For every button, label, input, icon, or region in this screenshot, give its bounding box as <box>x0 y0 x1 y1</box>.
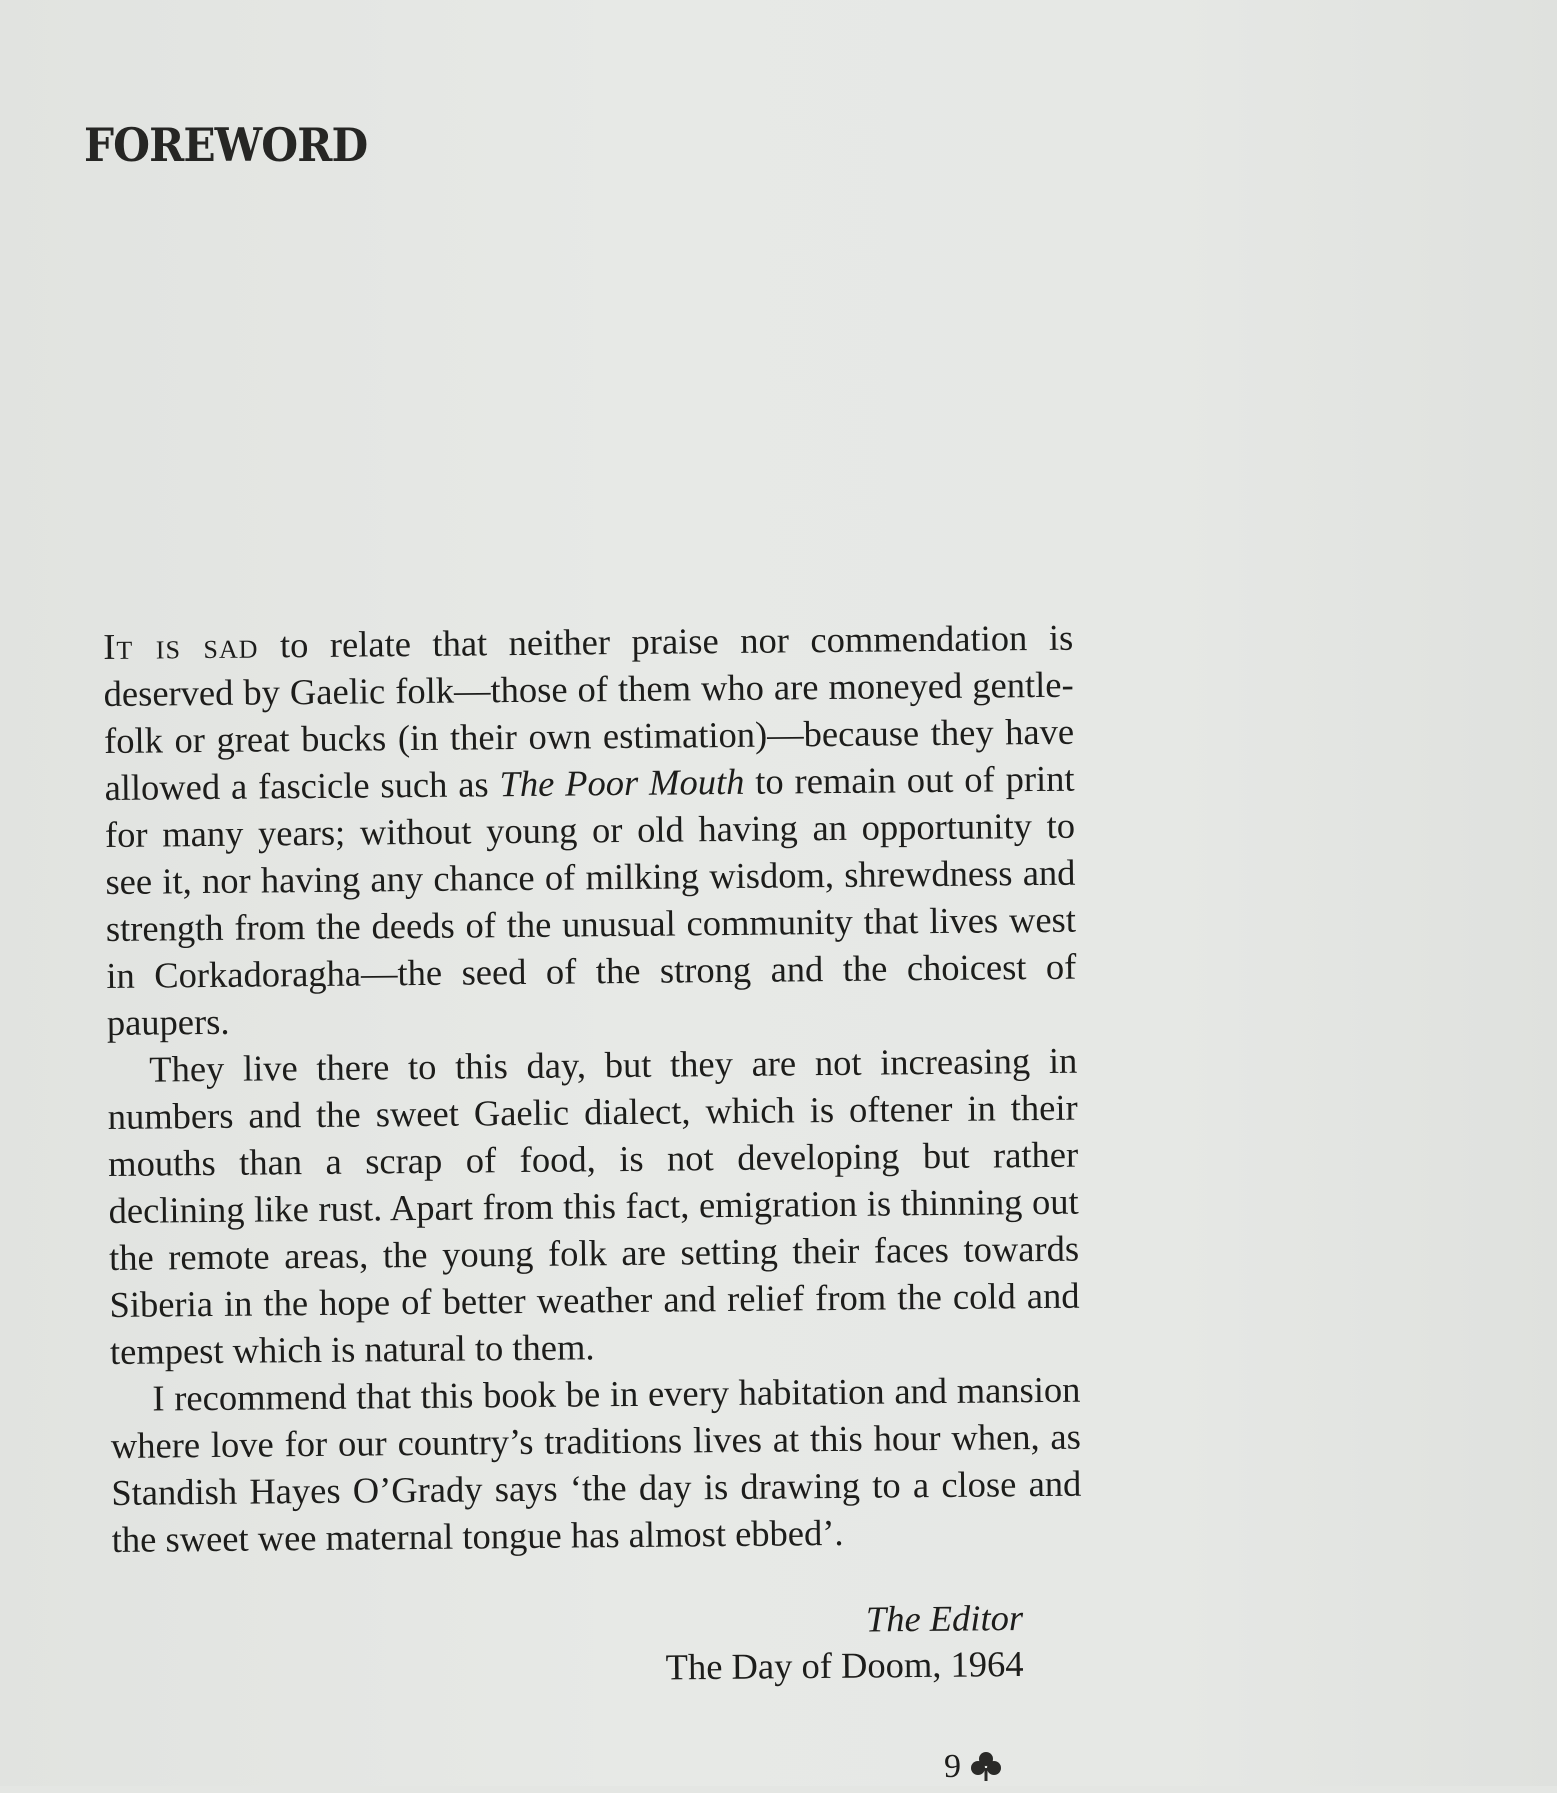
paragraph-1-text-b: to remain out of print for many years; without young or old having an opportunity to see it, nor having any chance of milking wisdom, shrewdness and strength from the deeds of the unusual community that lives west in Corkadoragha—the seed of the strong and the choicest of paupers. <box>104 757 1077 1043</box>
page-footer <box>944 1748 1003 1786</box>
paragraph-1-text-a: to relate that neither praise nor commendation is deserved by Gaelic folk—those of them who are moneyed gentle-folk or great bucks (in their own estimation)—because they have allowed a fascicle such as <box>103 616 1075 808</box>
signature-block <box>665 1595 1024 1690</box>
signature-name: The Editor <box>865 1596 1024 1640</box>
book-title: The Poor Mouth <box>499 760 745 805</box>
foreword-body <box>103 614 1082 1563</box>
paragraph-2: They live there to this day, but they are not increasing in numbers and the sweet Gaelic dialect, which is oftener in their mouths than a scrap of food, is not developing but rather declining like rust. Apart from this fact, emigration is thinning out the remote areas, the young folk are setting their faces towards Siberia in the hope of better weather and relief from the cold and tempest which is natural to them. <box>107 1039 1080 1372</box>
paragraph-lead-smallcaps: It is sad <box>103 624 259 667</box>
signature-date: The Day of Doom, 1964 <box>665 1642 1024 1688</box>
paragraph-3: I recommend that this book be in every habitation and mansion where love for our country’s traditions lives at this hour when, as Standish Hayes O’Grady says ‘the day is drawing to a close and the sweet wee maternal tongue has almost ebbed’. <box>110 1368 1082 1560</box>
page-number: 9 <box>944 1748 961 1785</box>
chapter-heading: FOREWORD <box>84 118 368 172</box>
paragraph-1 <box>103 614 1077 1046</box>
shamrock-icon <box>969 1750 1003 1784</box>
